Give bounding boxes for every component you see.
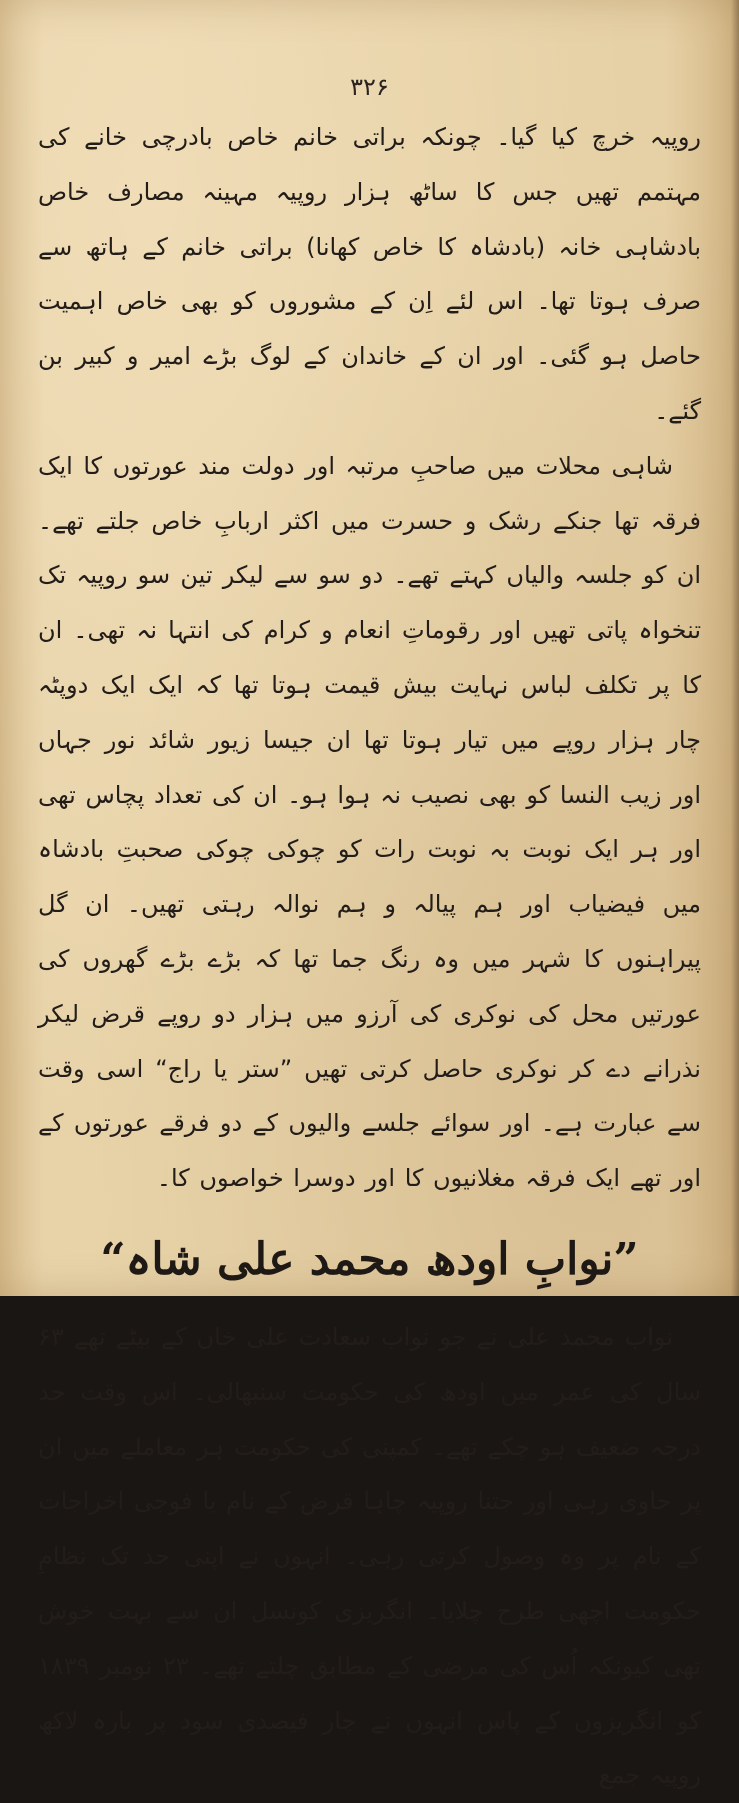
page-spine-shadow	[731, 0, 739, 1296]
paragraph-nawab-muhammad-ali: نواب محمد علی نے جو نواب سعادت علی خاں کے بیٹے تھے ۶۳ سال کی عمر میں اودھ کی حکومت سنبھالی۔ اس وقت حد درجہ ضعیف ہو چکے تھے۔ کمپنی کی حکومت ہر معاملے میں ان پر حاوی رہی اور جتنا روپیہ چاہا قرض کے نام یا فوجی اخراجات کے نام پر وہ وصول کرتی رہی۔ انہوں نے اپنی حد تک نظامِ حکومت اچھی طرح چلایا۔ انگریزی کونسل ان سے بہت خوش تھی کیونکہ اُس کی مرضی کے مطابق چلتے تھے۔ ۲۳ نومبر ۱۸۳۹ کو انگریزوں کے پاس انہوں نے چار فیصدی سود پر بارہ لاکھ روپیہ جمع	[38, 1322, 701, 1790]
page-number: ۳۲۶	[350, 73, 389, 101]
section-heading: ”نوابِ اودھ محمد علی شاہ“	[100, 1233, 639, 1285]
paragraph-kitchen-expenses: روپیہ خرچ کیا گیا۔ چونکہ براتی خانم خاص بادرچی خانے کی مہتمم تھیں جس کا ساٹھ ہزار روپیہ مہینہ مصارف خاص بادشاہی خانہ (بادشاہ کا خاص کھانا) براتی خانم کے ہاتھ سے صرف ہوتا تھا۔ اس لئے اِن کے مشوروں کو بھی خاص اہمیت حاصل ہو گئی۔ اور ان کے خاندان کے لوگ بڑے امیر و کبیر بن گئے۔	[38, 123, 701, 425]
paragraph-jalsa-waliyan: شاہی محلات میں صاحبِ مرتبہ اور دولت مند عورتوں کا ایک فرقہ تھا جنکے رشک و حسرت میں اکثر اربابِ خاص جلتے تھے۔ ان کو جلسہ والیاں کہتے تھے۔ دو سو سے لیکر تین سو روپیہ تک تنخواہ پاتی تھیں اور رقوماتِ انعام و کرام کی انتہا نہ تھی۔ ان کا پر تکلف لباس نہایت بیش قیمت ہوتا تھا کہ ایک ایک دوپٹہ چار ہزار روپے میں تیار ہوتا تھا ان جیسا زیور شائد نور جہاں اور زیب النسا کو بھی نصیب نہ ہوا ہو۔ ان کی تعداد پچاس تھی اور ہر ایک نوبت بہ نوبت رات کو چوکی چوکی صحبتِ بادشاہ میں فیضیاب اور ہم پیالہ و ہم نوالہ رہتی تھیں۔ ان گل پیراہنوں کا شہر میں وہ رنگ جما تھا کہ بڑے بڑے گھروں کی عورتیں محل کی نوکری کی آرزو میں ہزار دو روپے قرض لیکر نذرانے دے کر نوکری حاصل کرتی تھیں ”ستر یا راج“ اسی وقت سے عبارت ہے۔ اور سوائے جلسے والیوں کے دو فرقے عورتوں کے اور تھے ایک فرقہ مغلانیوں کا اور دوسرا خواصوں کا۔	[38, 451, 701, 1193]
page-content	[38, 70, 701, 1803]
